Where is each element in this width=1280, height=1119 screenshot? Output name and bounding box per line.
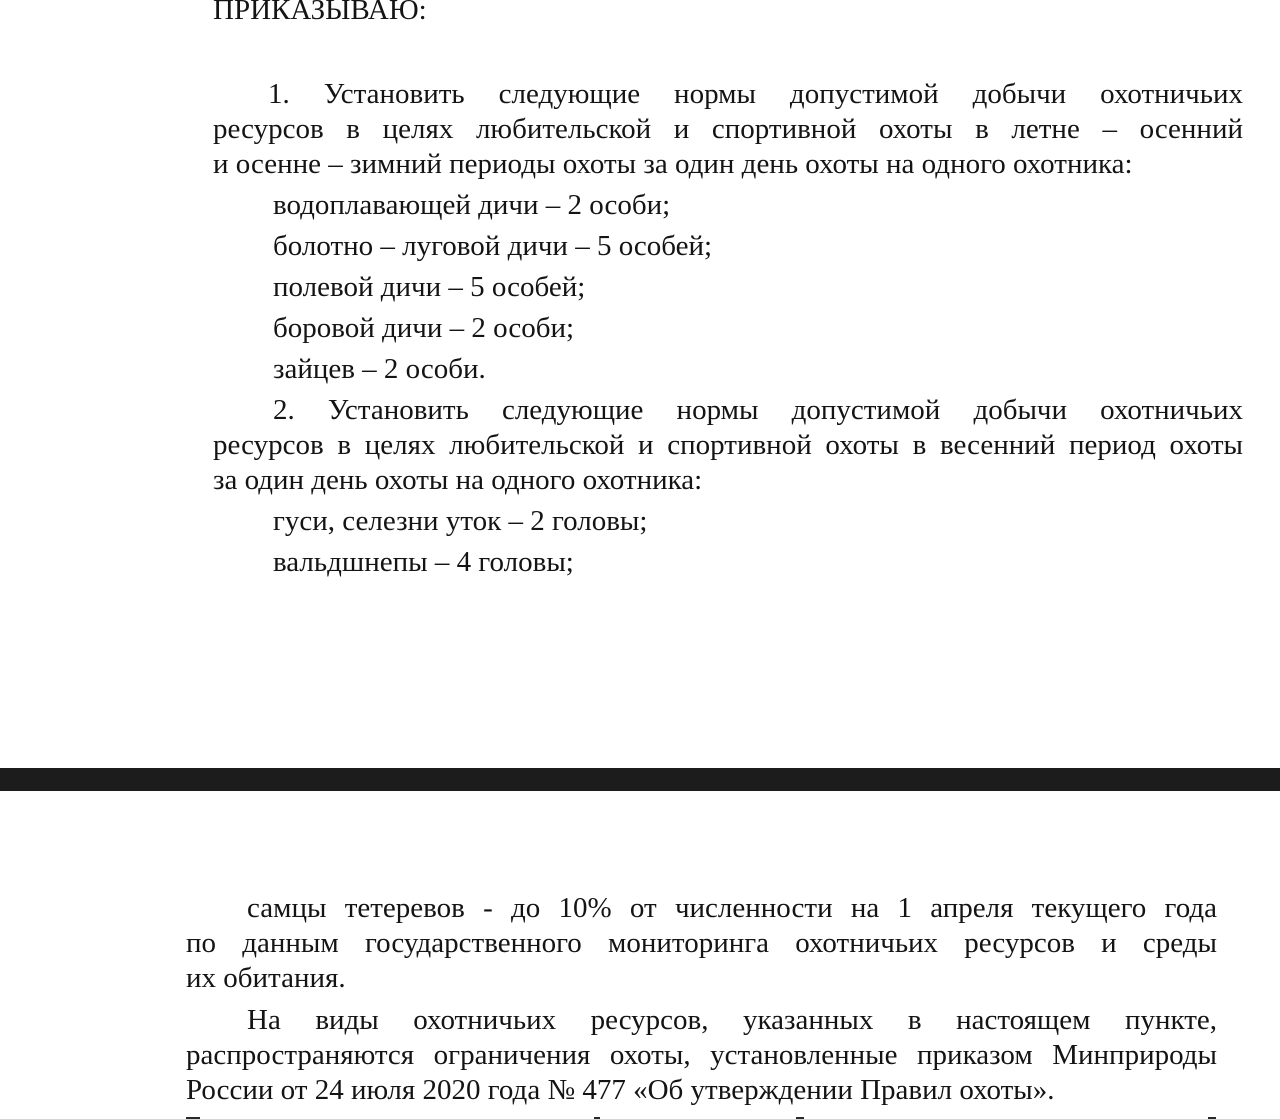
item2-line-2: ресурсов в целях любительской и спортивной охоты в весенний период охоты [213, 429, 1243, 461]
para2-line-3: России от 24 июля 2020 года № 477 «Об утверждении Правил охоты». [186, 1074, 1055, 1106]
para1-line-1: самцы тетеревов - до 10% от численности на 1 апреля текущего года [247, 892, 1217, 924]
para2-line-1: На виды охотничьих ресурсов, указанных в настоящем пункте, [247, 1004, 1217, 1036]
para1-line-2: по данным государственного мониторинга охотничьих ресурсов и среды [186, 927, 1217, 959]
quota-forest-game: боровой дичи – 2 особи; [273, 312, 575, 344]
cut-off-text-line [186, 1108, 1217, 1119]
item2-line-1: 2. Установить следующие нормы допустимой добычи охотничьих [273, 394, 1243, 426]
quota-marsh-game: болотно – луговой дичи – 5 особей; [273, 230, 713, 262]
quota-waterfowl: водоплавающей дичи – 2 особи; [273, 189, 671, 221]
para1-line-3: их обитания. [186, 962, 346, 994]
para2-line-2: распространяются ограничения охоты, установленные приказом Минприроды [186, 1039, 1217, 1071]
quota-hares: зайцев – 2 особи. [273, 353, 486, 385]
item1-line-3: и осенне – зимний периоды охоты за один день охоты на одного охотника: [213, 148, 1133, 180]
item2-line-3: за один день охоты на одного охотника: [213, 464, 703, 496]
quota-geese-drakes: гуси, селезни уток – 2 головы; [273, 505, 648, 537]
item1-line-1: 1. Установить следующие нормы допустимой добычи охотничьих [268, 78, 1243, 110]
order-heading: ПРИКАЗЫВАЮ: [213, 0, 427, 26]
quota-woodcocks: вальдшнепы – 4 головы; [273, 546, 574, 578]
document-page-bottom [0, 791, 1280, 1119]
quota-field-game: полевой дичи – 5 особей; [273, 271, 586, 303]
item1-line-2: ресурсов в целях любительской и спортивной охоты в летне – осенний [213, 113, 1243, 145]
page-separator [0, 768, 1280, 791]
